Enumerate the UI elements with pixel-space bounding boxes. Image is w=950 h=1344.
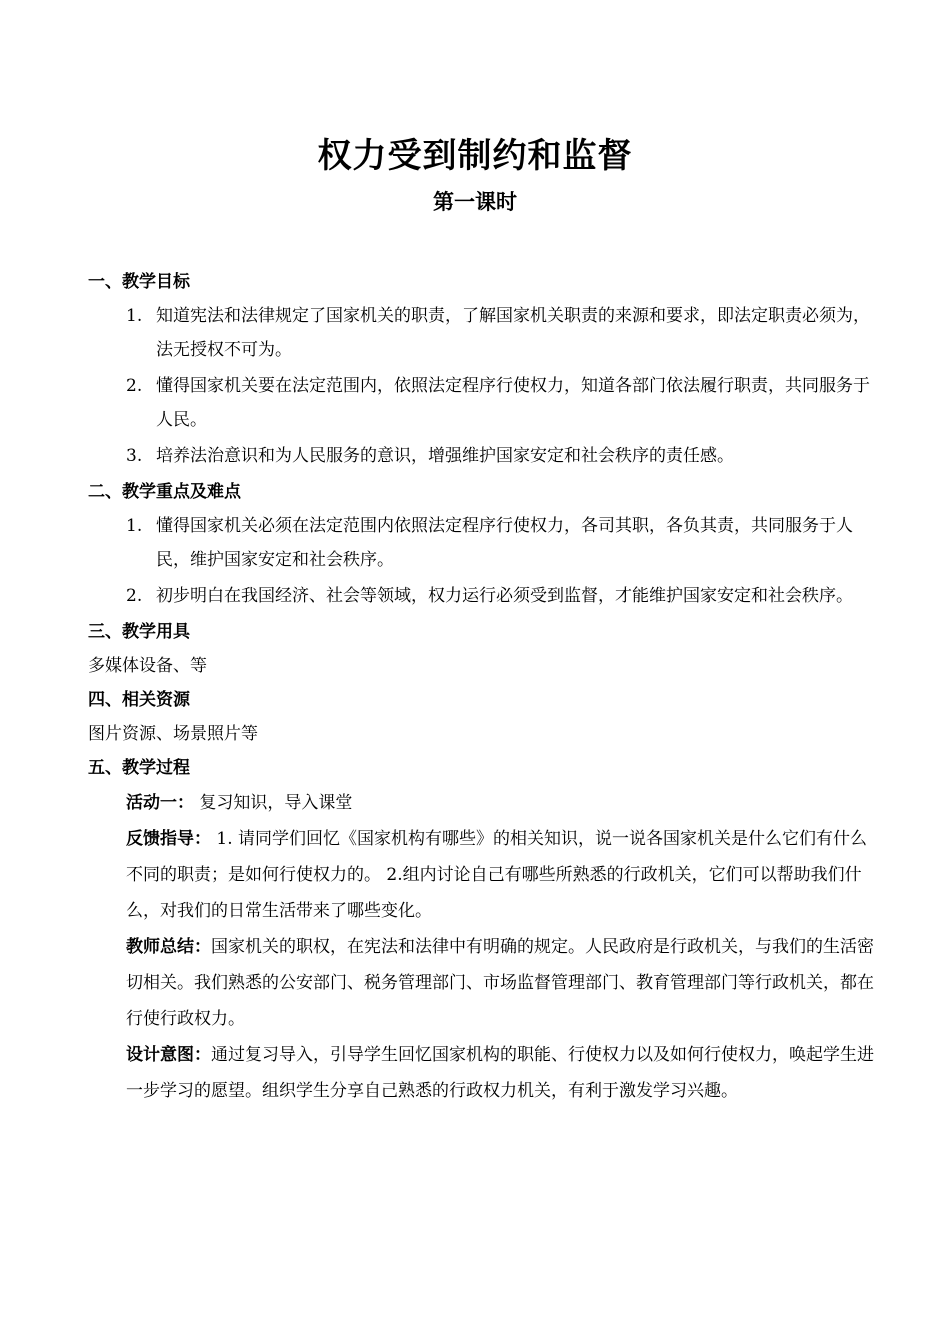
design-label: 设计意图：: [126, 1045, 211, 1065]
section-heading-key-points: 二、教学重点及难点: [88, 482, 241, 502]
document-subtitle: 第一课时: [433, 190, 517, 214]
list-text: 培养法治意识和为人民服务的意识，增强维护国家安定和社会秩序的责任感。: [156, 446, 734, 466]
summary-text: 国家机关的职权，在宪法和法律中有明确的规定。人民政府是行政机关，与我们的生活密切相关。我们熟悉的公安部门、税务管理部门、市场监督管理部门、教育管理部门等行政机关，都在行使行政权力。: [126, 937, 874, 1029]
section-heading-goals: 一、教学目标: [88, 272, 190, 292]
document-title: 权力受到制约和监督: [317, 136, 633, 176]
resources-text: 图片资源、场景照片等: [88, 724, 258, 744]
list-item: [88, 509, 878, 577]
goals-list: [88, 299, 878, 473]
list-item: [88, 299, 878, 367]
list-number: 1.: [126, 306, 143, 326]
list-number: 3.: [126, 446, 143, 466]
key-points-list: [88, 509, 878, 613]
section-heading-resources: 四、相关资源: [88, 690, 190, 710]
list-item: [88, 369, 878, 437]
list-item: [88, 579, 878, 613]
design-paragraph: [126, 1037, 878, 1109]
list-item: [88, 439, 878, 473]
list-text: 懂得国家机关要在法定范围内，依照法定程序行使权力，知道各部门依法履行职责，共同服务于人民。: [156, 376, 870, 430]
list-text: 初步明白在我国经济、社会等领域，权力运行必须受到监督，才能维护国家安定和社会秩序。: [156, 586, 853, 606]
section-heading-process: 五、教学过程: [88, 758, 190, 778]
activity-paragraph: [126, 785, 878, 821]
summary-label: 教师总结：: [126, 937, 211, 957]
list-number: 1.: [126, 516, 143, 536]
list-text: 懂得国家机关必须在法定范围内依照法定程序行使权力，各司其职，各负其责，共同服务于人民，维护国家安定和社会秩序。: [156, 516, 853, 570]
feedback-paragraph: [126, 821, 878, 929]
tools-text: 多媒体设备、等: [88, 656, 207, 676]
list-number: 2.: [126, 376, 143, 396]
list-text: 知道宪法和法律规定了国家机关的职责，了解国家机关职责的来源和要求，即法定职责必须为，法无授权不可为。: [156, 306, 870, 360]
activity-label: 活动一：: [126, 793, 194, 813]
feedback-text: 1. 请同学们回忆《国家机构有哪些》的相关知识，说一说各国家机关是什么它们有什么不同的职责；是如何行使权力的。 2.组内讨论自己有哪些所熟悉的行政机关，它们可以帮助我们什么，对我们的日常生活带来了哪些变化。: [126, 829, 868, 921]
feedback-label: 反馈指导：: [126, 829, 211, 849]
design-text: 通过复习导入，引导学生回忆国家机构的职能、行使权力以及如何行使权力，唤起学生进一步学习的愿望。组织学生分享自己熟悉的行政权力机关，有利于激发学习兴趣。: [126, 1045, 874, 1101]
summary-paragraph: [126, 929, 878, 1037]
document-body: [88, 265, 878, 1109]
section-heading-tools: 三、教学用具: [88, 622, 190, 642]
activity-text: 复习知识，导入课堂: [194, 793, 353, 813]
list-number: 2.: [126, 586, 143, 606]
